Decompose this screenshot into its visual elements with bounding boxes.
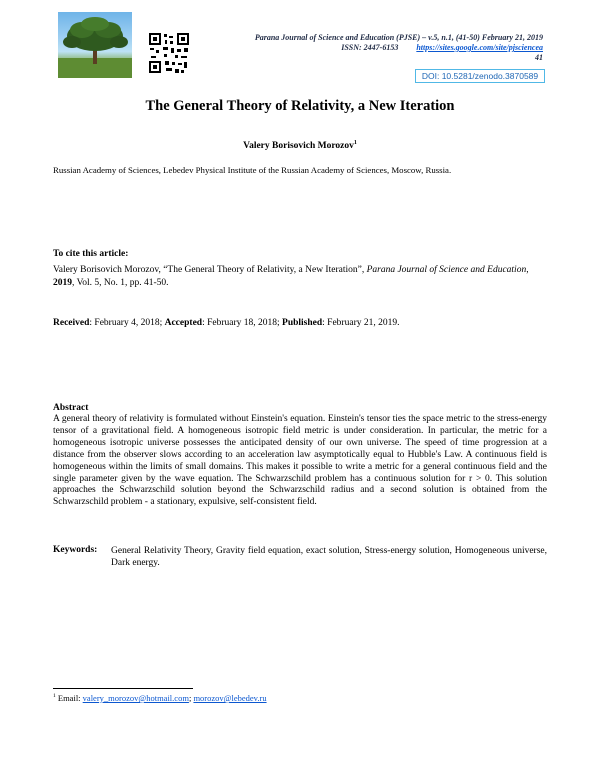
- received-label: Received: [53, 318, 90, 328]
- footnote-mark: 1: [53, 693, 56, 700]
- keywords-list: General Relativity Theory, Gravity field equation, exact solution, Stress-energy solution, Homogeneous universe, Dark energy.: [111, 546, 547, 568]
- publication-dates: [53, 318, 399, 328]
- author-name: Valery Borisovich Morozov: [243, 141, 354, 152]
- received-date: : February 4, 2018;: [89, 318, 165, 328]
- footnote: [53, 693, 267, 703]
- citation-year: 2019: [53, 278, 72, 288]
- issn: ISSN: 2447-6153: [341, 43, 399, 52]
- citation-text: [53, 264, 547, 290]
- footnote-label: Email:: [55, 693, 83, 703]
- abstract-body: A general theory of relativity is formulated without Einstein's equation. Einstein's tensor ties the space metric to the stress-energy tensor of a gravitational field. A homogeneous isotropic field metric is under consideration. In particular, the metric for a homogeneous isotropic universe possesses the anticipated density of our own universe. The speed of time progression at a distance from the observer slows according to an acceleration law asymptotically equal to Hubble's Law. A continuous field is homogeneous within the limits of small domains. This makes it possible to write a metric for a general continuous field and the single parameter given by the wave equation. The Schwarzschild problem has a continuous solution for r > 0. This solution approaches the Schwarzschild solution beyond the Schwarzschild radius and a second solution is obtained from the Schwarzschild problem - a stationary, expulsive, self-consistent field.: [53, 414, 547, 508]
- email-link-hotmail[interactable]: valery_morozov@hotmail.com: [82, 693, 189, 703]
- citation-sep: ,: [526, 265, 529, 275]
- accepted-label: Accepted: [164, 318, 203, 328]
- citation-journal: Parana Journal of Science and Education: [366, 265, 527, 275]
- journal-website-link[interactable]: https://sites.google.com/site/pjsciencea: [416, 43, 543, 52]
- affiliation: Russian Academy of Sciences, Lebedev Physical Institute of the Russian Academy of Sciences, Moscow, Russia.: [53, 165, 452, 175]
- email-link-lebedev[interactable]: morozov@lebedev.ru: [193, 693, 267, 703]
- paper-title: The General Theory of Relativity, a New Iteration: [145, 98, 455, 114]
- citation-volume: , Vol. 5, No. 1, pp. 41-50.: [72, 278, 169, 288]
- footnote-divider: [53, 688, 193, 689]
- journal-citation-line: Parana Journal of Science and Education (PJSE) – v.5, n.1, (41-50) February 21, 2019: [254, 33, 543, 42]
- issn-site-line: [183, 43, 543, 53]
- page-number: 41: [535, 53, 543, 62]
- published-label: Published: [282, 318, 323, 328]
- accepted-date: : February 18, 2018;: [202, 318, 283, 328]
- doi-badge[interactable]: DOI: 10.5281/zenodo.3870589: [415, 69, 545, 83]
- journal-logo: [58, 12, 132, 78]
- cite-heading: To cite this article:: [53, 249, 129, 259]
- keywords-label: Keywords:: [53, 545, 98, 555]
- author-footnote-mark[interactable]: 1: [353, 140, 357, 146]
- footnote-sep: ;: [188, 693, 194, 703]
- published-date: : February 21, 2019.: [322, 318, 400, 328]
- araucaria-tree-image: [58, 12, 132, 78]
- abstract-heading: Abstract: [53, 403, 89, 413]
- citation-author-title: Valery Borisovich Morozov, “The General Theory of Relativity, a New Iteration”,: [53, 265, 367, 275]
- journal-header: [183, 33, 543, 63]
- author-line: [0, 140, 600, 151]
